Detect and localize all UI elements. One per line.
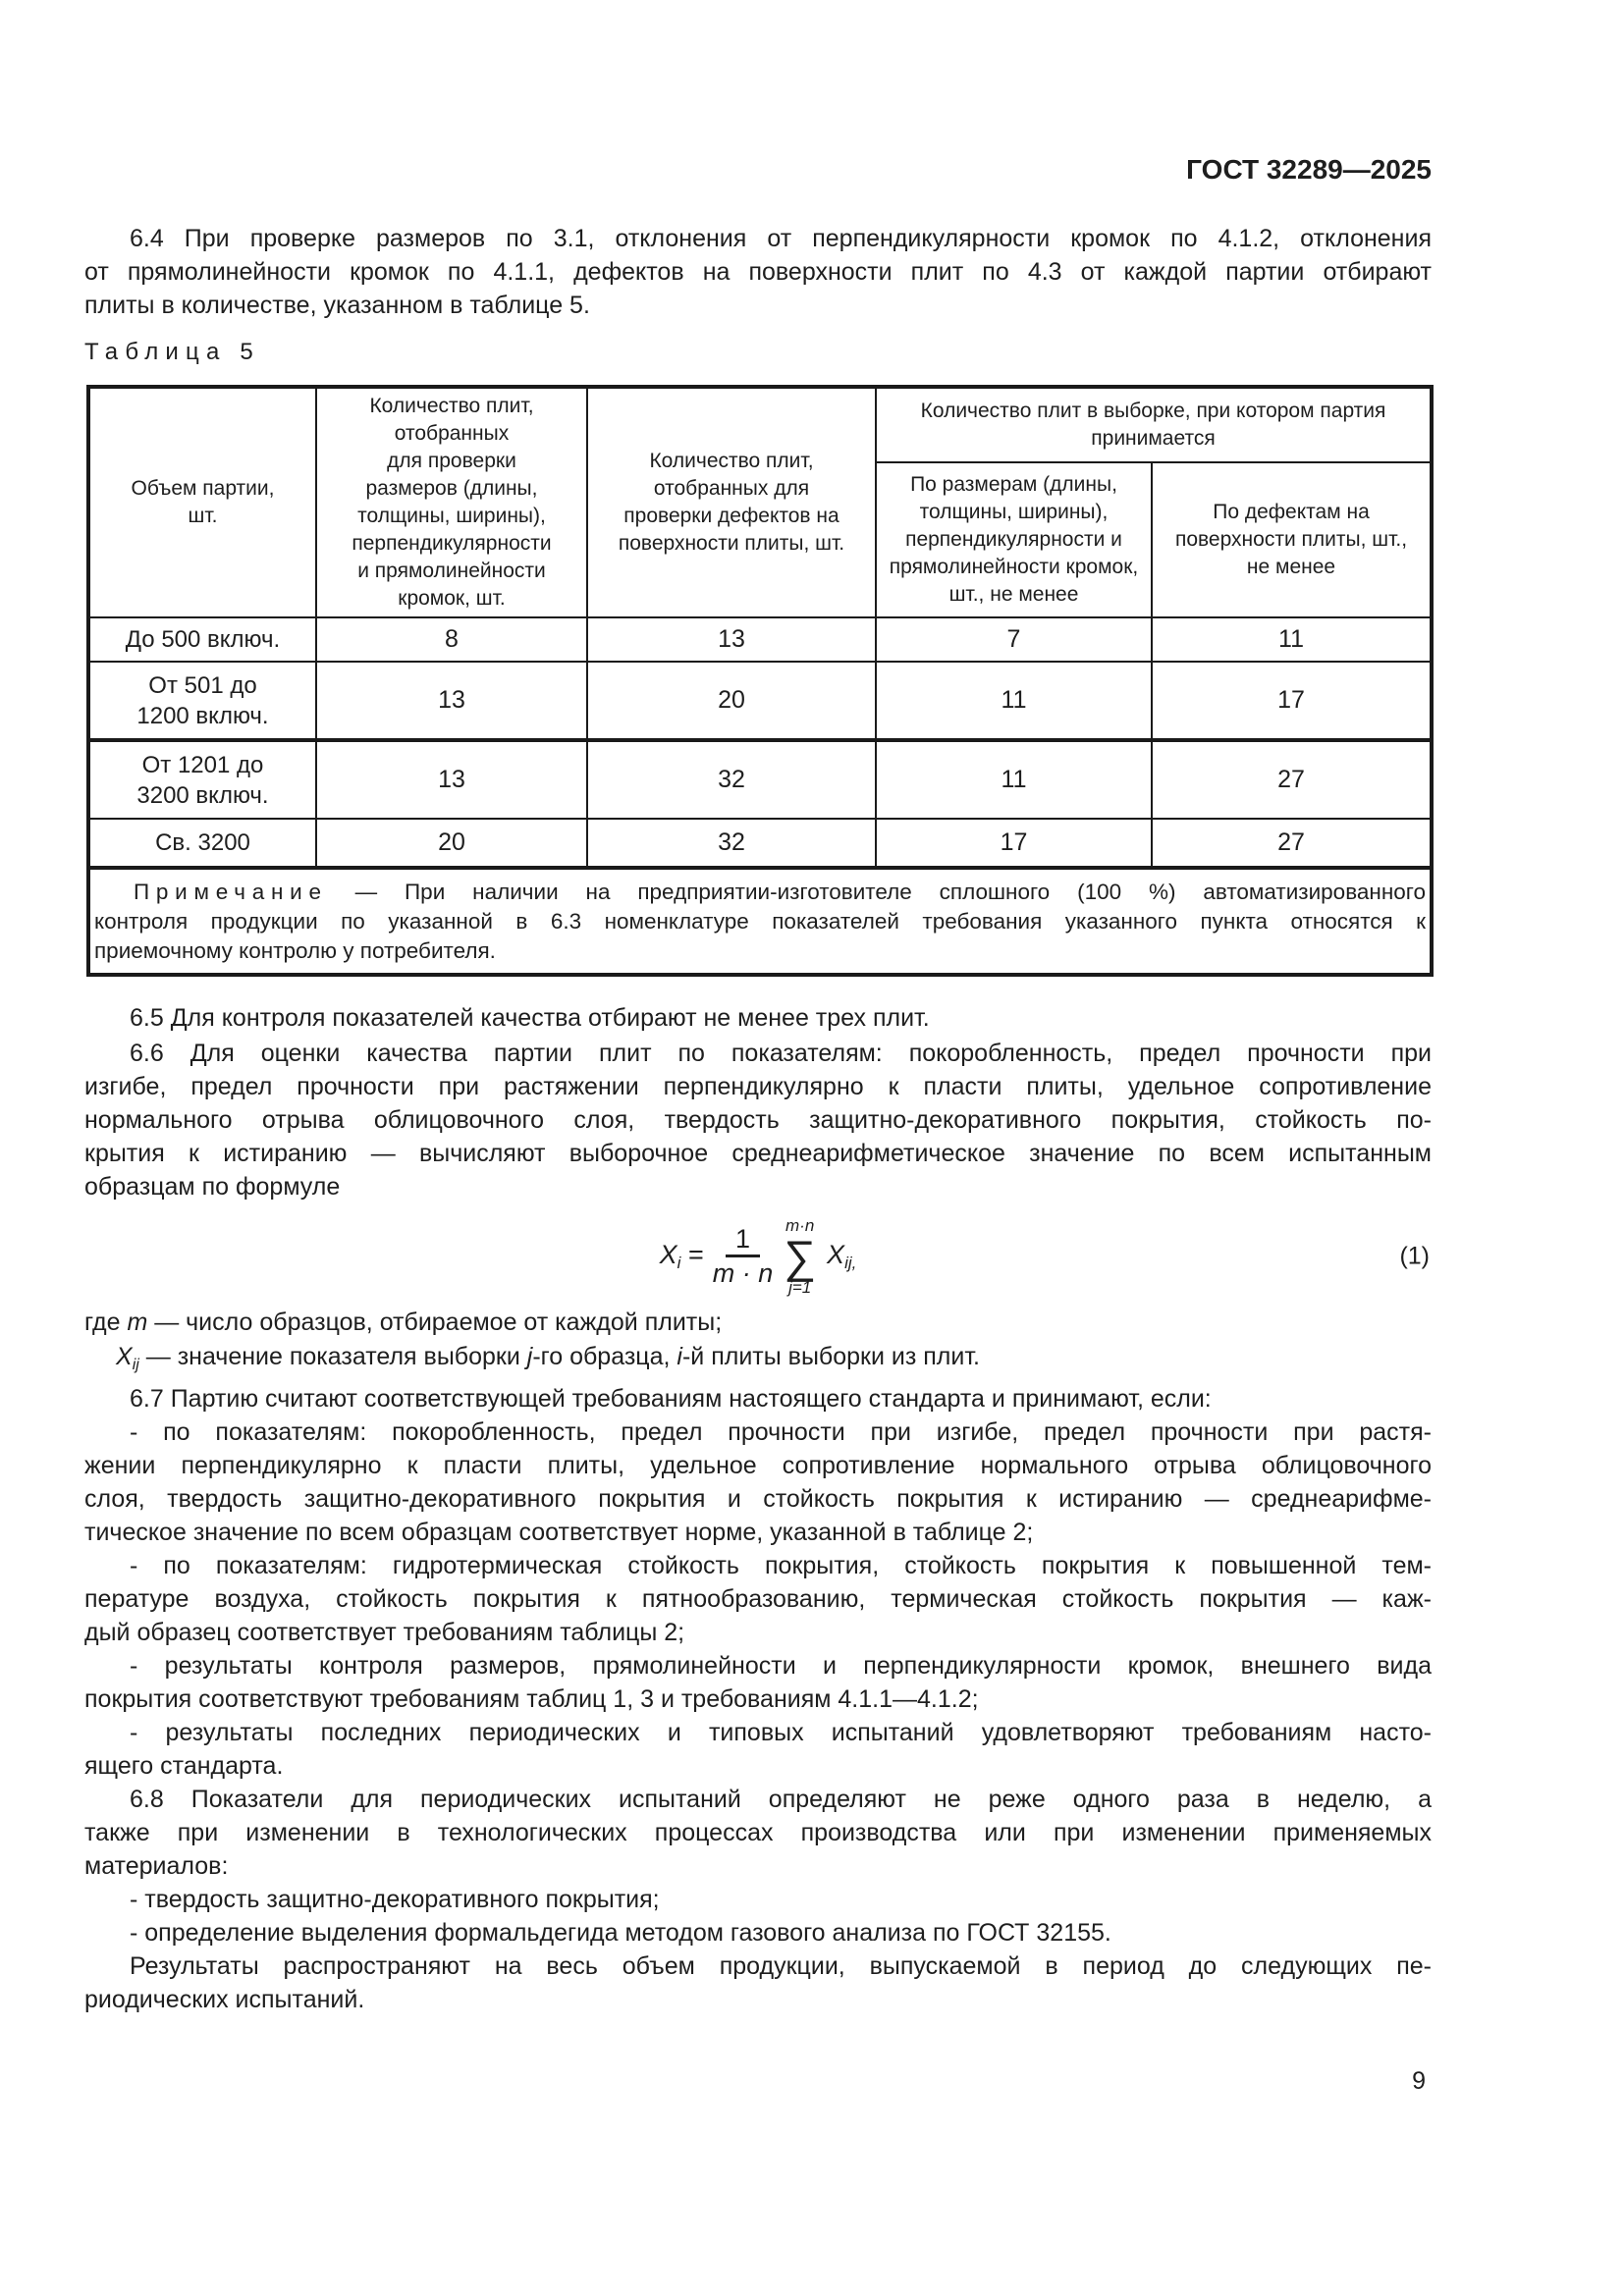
- text-line: не менее: [1246, 555, 1336, 578]
- text-line: жении перпендикулярно к пласти плиты, удельное сопротивление нормального отрыва облицовочного: [84, 1452, 1432, 1479]
- text-line: материалов:: [84, 1852, 229, 1880]
- page-content: [84, 0, 1432, 2296]
- text-line: перпендикулярности: [352, 532, 552, 555]
- text-line: По дефектам на: [1213, 500, 1370, 523]
- paragraph-6-7-item-2: [84, 1549, 1432, 1649]
- text-line: крытия к истиранию — вычисляют выборочное среднеарифметическое значение по всем испытанным: [84, 1140, 1432, 1167]
- text-line: размеров (длины,: [365, 477, 538, 500]
- paragraph-6-7: [84, 1382, 1432, 1415]
- row-label: [88, 819, 316, 868]
- row-value: 17: [1152, 662, 1432, 740]
- text-line: По размерам (длины,: [910, 472, 1117, 496]
- text-line: поверхности плиты, шт.,: [1174, 527, 1408, 551]
- text-line: До 500 включ.: [125, 626, 281, 653]
- header-boards-for-dimensions: [316, 387, 587, 617]
- note-label: Примечание: [134, 879, 328, 904]
- text-line: кромок, шт.: [398, 587, 506, 610]
- definition-m: где m — число образцов, отбираемое от каждой плиты;: [84, 1308, 723, 1336]
- text-line: - определение выделения формальдегида методом газового анализа по ГОСТ 32155.: [130, 1919, 1111, 1947]
- text-line: Количество плит,: [369, 395, 534, 417]
- row-value: 20: [316, 819, 587, 868]
- running-header: ГОСТ 32289—2025: [1186, 154, 1432, 185]
- text-line: - результаты контроля размеров, прямолинейности и перпендикулярности кромок, внешнего вида: [130, 1652, 1432, 1680]
- text-line: отобранных для: [653, 477, 810, 500]
- row-value: 8: [316, 617, 587, 662]
- table-note: [88, 868, 1432, 975]
- text-line: перпендикулярности и: [905, 527, 1122, 551]
- paragraph-6-8: [84, 1783, 1432, 1883]
- row-value: 11: [876, 740, 1152, 819]
- text-line: толщины, ширины),: [919, 500, 1109, 523]
- table-caption: [84, 338, 1432, 367]
- row-value: 27: [1152, 740, 1432, 819]
- formula-rhs: $X_{ij,}$: [827, 1240, 857, 1272]
- paragraph-6-7-item-1: [84, 1415, 1432, 1549]
- table-row: [88, 819, 1432, 868]
- text-line: 6.5 Для контроля показателей качества отбирают не менее трех плит.: [130, 1004, 930, 1032]
- text-line: 6.6 Для оценки качества партии плит по показателям: покоробленность, предел прочности при: [130, 1040, 1432, 1067]
- sum-lower-limit: j=1: [788, 1278, 812, 1297]
- header-batch-volume: [88, 387, 316, 617]
- text-line: отобранных: [394, 422, 510, 445]
- row-value: 13: [587, 617, 876, 662]
- definition-xij: $X_{ij}$ — значение показателя выборки j-го образца, i-й плиты выборки из плит.: [116, 1343, 980, 1373]
- paragraph-6-8-item-1: [84, 1883, 1432, 1916]
- row-value: 11: [876, 662, 1152, 740]
- paragraph-6-4: [84, 222, 1432, 322]
- text-line: 3200 включ.: [136, 781, 269, 809]
- text-line: и прямолинейности: [357, 560, 546, 582]
- paragraph-6-6: [84, 1037, 1432, 1203]
- paragraph-6-8-item-2: [84, 1916, 1432, 1949]
- note-line: приемочному контролю у потребителя.: [94, 937, 496, 963]
- text-line: тическое значение по всем образцам соответствует норме, указанной в таблице 2;: [84, 1519, 1034, 1546]
- text-line: Результаты распространяют на весь объем продукции, выпускаемой в период до следующих пе-: [130, 1952, 1432, 1980]
- formula-lhs: $X_i$ =: [659, 1240, 704, 1272]
- text-line: поверхности плиты, шт.: [618, 532, 845, 555]
- row-value: 17: [876, 819, 1152, 868]
- text-line: покрытия соответствуют требованиям таблиц 1, 3 и требованиям 4.1.1—4.1.2;: [84, 1685, 979, 1713]
- text-line: проверки дефектов на: [623, 505, 839, 527]
- text-line: Количество плит в выборке, при котором партия: [920, 399, 1386, 422]
- fraction-numerator: 1: [726, 1225, 760, 1257]
- equation-number: (1): [1399, 1242, 1430, 1270]
- header-by-dimensions: [876, 462, 1152, 617]
- paragraph-results: [84, 1949, 1432, 2016]
- row-value: 20: [587, 662, 876, 740]
- text-line: для проверки: [387, 450, 516, 472]
- text-line: 6.7 Партию считают соответствующей требованиям настоящего стандарта и принимают, если:: [130, 1385, 1212, 1413]
- text-line: - по показателям: покоробленность, предел прочности при изгибе, предел прочности при растя-: [130, 1418, 1432, 1446]
- table-row: [88, 662, 1432, 740]
- paragraph-6-7-item-4: [84, 1716, 1432, 1783]
- row-label: [88, 662, 316, 740]
- text-line: От 1201 до: [141, 751, 264, 778]
- row-label: [88, 740, 316, 819]
- row-value: 11: [1152, 617, 1432, 662]
- text-line: дый образец соответствует требованиям таблицы 2;: [84, 1619, 685, 1646]
- sum-upper-limit: m·n: [785, 1216, 815, 1235]
- text-line: 1200 включ.: [136, 702, 269, 729]
- row-value: 7: [876, 617, 1152, 662]
- paragraph-6-5: [84, 1001, 1432, 1035]
- header-by-defects: [1152, 462, 1432, 617]
- header-acceptance-group: [876, 387, 1432, 462]
- text-line: плиты в количестве, указанном в таблице 5.: [84, 292, 590, 319]
- text-line: - твердость защитно-декоративного покрытия;: [130, 1886, 660, 1913]
- table-row: [88, 740, 1432, 819]
- text-line: шт., не менее: [948, 582, 1079, 606]
- text-line: - по показателям: гидротермическая стойкость покрытия, стойкость покрытия к повышенной тем-: [130, 1552, 1432, 1579]
- text-line: От 501 до: [148, 671, 257, 699]
- formula-1: [84, 1211, 1432, 1302]
- table-caption-label: Таблица 5: [84, 339, 260, 365]
- text-line: слоя, твердость защитно-декоративного покрытия и стойкость покрытия к истиранию — среднеарифме-: [84, 1485, 1432, 1513]
- table-row: [88, 617, 1432, 662]
- fraction-denominator: m · n: [712, 1258, 774, 1288]
- text-line: 6.8 Показатели для периодических испытаний определяют не реже одного раза в неделю, а: [130, 1786, 1432, 1813]
- text-line: Объем партии,: [131, 477, 275, 500]
- table-note-row: [88, 868, 1432, 975]
- text-line: прямолинейности кромок,: [889, 555, 1139, 578]
- row-label: [88, 617, 316, 662]
- text-line: нормального отрыва облицовочного слоя, твердость защитно-декоративного покрытия, стойкость по-: [84, 1106, 1432, 1134]
- header-boards-for-defects: [587, 387, 876, 617]
- table-5: [86, 385, 1434, 977]
- sigma-icon: ∑: [784, 1231, 817, 1282]
- text-line: от прямолинейности кромок по 4.1.1, дефектов на поверхности плит по 4.3 от каждой партии отбирают: [84, 258, 1432, 286]
- row-value: 13: [316, 662, 587, 740]
- text-line: изгибе, предел прочности при растяжении перпендикулярно к пласти плиты, удельное сопротивление: [84, 1073, 1432, 1100]
- text-line: риодических испытаний.: [84, 1986, 365, 2013]
- text-line: Св. 3200: [155, 829, 250, 856]
- row-value: 13: [316, 740, 587, 819]
- page-number: 9: [1412, 2067, 1426, 2095]
- row-value: 27: [1152, 819, 1432, 868]
- text-line: ящего стандарта.: [84, 1752, 284, 1780]
- text-line: 6.4 При проверке размеров по 3.1, отклонения от перпендикулярности кромок по 4.1.2, отклонения: [130, 225, 1432, 252]
- text-line: пературе воздуха, стойкость покрытия к пятнообразованию, термическая стойкость покрытия — каж-: [84, 1585, 1432, 1613]
- table-header-row-1: [88, 387, 1432, 462]
- row-value: 32: [587, 819, 876, 868]
- text-line: шт.: [188, 505, 218, 527]
- note-line: [94, 878, 1426, 907]
- note-text: — При наличии на предприятии-изготовителе сплошного (100 %) автоматизированного: [327, 879, 1427, 904]
- formula-expression: [660, 1216, 857, 1297]
- text-line: также при изменении в технологических процессах производства или при изменении применяемых: [84, 1819, 1432, 1846]
- paragraph-6-7-item-3: [84, 1649, 1432, 1716]
- text-line: образцам по формуле: [84, 1173, 341, 1201]
- text-line: толщины, ширины),: [357, 505, 546, 527]
- fraction: [713, 1225, 774, 1288]
- note-line: контроля продукции по указанной в 6.3 номенклатуре показателей требования указанного пункта относятся к: [94, 908, 1427, 934]
- text-line: принимается: [1091, 426, 1216, 450]
- summation: [784, 1216, 816, 1297]
- text-line: - результаты последних периодических и типовых испытаний удовлетворяют требованиям насто-: [130, 1719, 1432, 1746]
- row-value: 32: [587, 740, 876, 819]
- text-line: Количество плит,: [649, 450, 814, 472]
